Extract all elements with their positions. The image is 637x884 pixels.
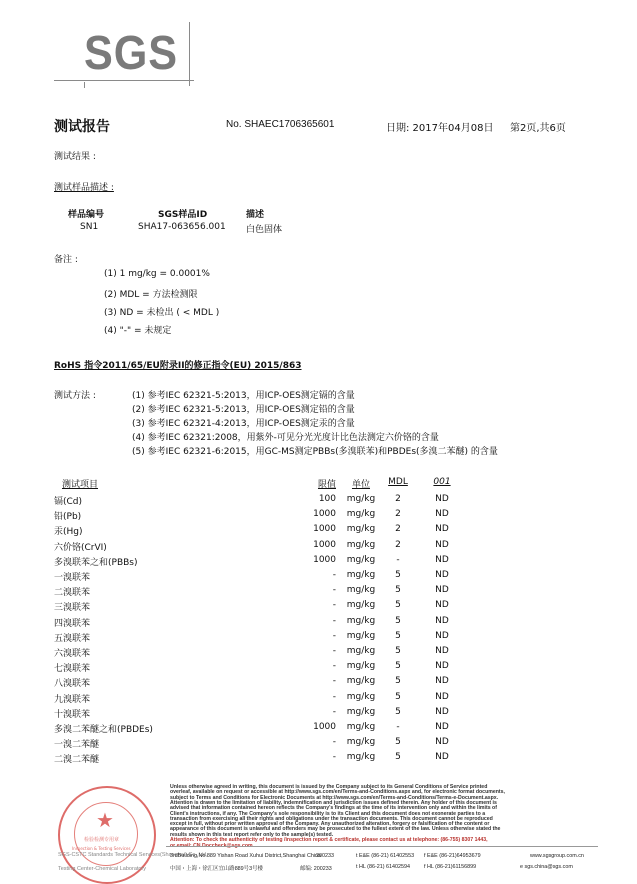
row-unit: mg/kg: [346, 524, 376, 535]
row-mdl: 5: [395, 661, 401, 672]
row-result: ND: [435, 539, 449, 550]
logo-text: SGS: [84, 27, 178, 80]
row-unit: mg/kg: [346, 509, 376, 520]
page-number: 第2页,共6页: [510, 123, 566, 134]
row-mdl: 5: [395, 615, 401, 626]
row-item: 铅(Pb): [54, 512, 82, 523]
note-item: (4) "-" = 未规定: [104, 326, 172, 336]
method-item: (4) 参考IEC 62321:2008，用紫外-可见分光光度计比色法测定六价铬的含量: [132, 433, 439, 443]
row-unit: mg/kg: [346, 585, 376, 596]
disclaimer-line: subject to Terms and Conditions for Electronic Documents at http://www.sgs.com/en/Terms-and-Conditions/Terms-e-Document.aspx.: [170, 794, 499, 801]
sgs-logo: [54, 20, 194, 88]
row-limit: -: [332, 661, 336, 672]
col-header-mdl: MDL: [388, 477, 408, 487]
row-mdl: -: [396, 722, 400, 732]
page-title: 测试报告: [54, 119, 110, 135]
row-item: 六价铬(CrVI): [54, 542, 107, 553]
row-unit: mg/kg: [346, 646, 376, 656]
sample-no: SN1: [80, 222, 99, 232]
method-item: (2) 参考IEC 62321-5:2013，用ICP-OES测定铅的含量: [132, 405, 355, 415]
row-mdl: 2: [395, 494, 401, 504]
row-item: 汞(Hg): [54, 527, 83, 538]
row-unit: mg/kg: [346, 691, 376, 702]
row-result: ND: [435, 691, 449, 702]
row-limit: -: [332, 585, 336, 596]
row-item: 二溴二苯醚: [54, 755, 100, 766]
row-item: 七溴联苯: [54, 664, 91, 675]
footer-attention: Attention: To check the authenticity of testing /inspection report & certificate, please contact us at telephone: (86-755) 8307 1443,: [170, 837, 488, 843]
row-mdl: 2: [395, 539, 401, 550]
row-result: ND: [435, 570, 449, 580]
logo-line: [54, 80, 194, 81]
disclaimer-line: advised that information contained hereon reflects the Company's findings at the time of its intervention only and within the limits of: [170, 805, 497, 812]
col-header-item: 测试项目: [62, 480, 99, 490]
row-result: ND: [435, 509, 449, 520]
row-limit: 1000: [313, 554, 336, 565]
row-result: ND: [435, 676, 449, 687]
row-item: 四溴联苯: [54, 618, 91, 629]
row-limit: -: [332, 676, 336, 687]
row-result: ND: [435, 706, 449, 717]
row-item: 一溴二苯醚: [54, 740, 100, 751]
row-unit: mg/kg: [346, 752, 376, 763]
sample-header-desc: 描述: [246, 210, 265, 220]
row-result: ND: [435, 661, 449, 672]
disclaimer-line: appearance of this document is unlawful and offenders may be prosecuted to the fullest extent of the law. Unless otherwise stated the: [170, 826, 501, 833]
row-mdl: 5: [395, 646, 401, 656]
row-item: 十溴联苯: [54, 709, 91, 720]
sample-header-id: SGS样品ID: [158, 210, 208, 220]
test-result-label: 测试结果 :: [54, 152, 96, 162]
row-result: ND: [435, 615, 449, 626]
method-item: (1) 参考IEC 62321-5:2013，用ICP-OES测定镉的含量: [132, 391, 355, 401]
row-item: 二溴联苯: [54, 588, 91, 599]
row-item: 镉(Cd): [54, 497, 83, 507]
row-mdl: 2: [395, 509, 401, 520]
row-limit: -: [332, 752, 336, 763]
directive-title: RoHS 指令2011/65/EU附录II的修正指令(EU) 2015/863: [54, 361, 302, 371]
row-limit: 1000: [313, 539, 336, 550]
row-result: ND: [435, 737, 449, 748]
note-item: (3) ND = 未检出 ( < MDL ): [104, 308, 220, 318]
row-mdl: 5: [395, 600, 401, 611]
row-mdl: 5: [395, 706, 401, 717]
row-item: 六溴联苯: [54, 649, 91, 659]
row-result: ND: [435, 554, 449, 565]
col-header-limit: 限值: [317, 480, 336, 490]
row-unit: mg/kg: [346, 676, 376, 687]
row-unit: mg/kg: [346, 494, 376, 504]
footer-divider: [166, 846, 598, 847]
row-limit: -: [332, 691, 336, 702]
side-text: Testing Center-Chemical Laboratory: [58, 866, 147, 872]
sample-desc: 白色固体: [246, 225, 283, 235]
row-unit: mg/kg: [346, 737, 376, 748]
row-mdl: 5: [395, 691, 401, 702]
row-limit: -: [332, 570, 336, 580]
sample-header-no: 样品编号: [68, 210, 105, 220]
row-limit: -: [332, 600, 336, 611]
row-result: ND: [435, 722, 449, 732]
row-item: 九溴联苯: [54, 694, 91, 705]
row-result: ND: [435, 752, 449, 763]
row-item: 三溴联苯: [54, 603, 91, 614]
row-limit: 1000: [313, 524, 336, 535]
stamp-text-en: Inspection & Testing Services: [72, 846, 131, 851]
row-unit: mg/kg: [346, 630, 376, 641]
notes-label: 备注 :: [54, 255, 78, 265]
disclaimer-line: overleaf, available on request or accessible at http://www.sgs.com/en/Terms-and-Conditions.aspx and, for electronic format documents,: [170, 789, 505, 796]
row-mdl: -: [396, 554, 400, 565]
side-text: SGS-CSTC Standards Technical Services(Shanghai) Co.,Ltd.: [58, 852, 208, 858]
row-limit: 100: [318, 494, 336, 504]
row-limit: -: [332, 706, 336, 717]
row-unit: mg/kg: [346, 722, 376, 732]
disclaimer-line: transaction from exercising all their rights and obligations under the transaction documents. This document cannot be reproduced: [170, 815, 493, 822]
col-header-unit: 单位: [351, 480, 370, 490]
logo-line: [84, 82, 85, 88]
address-en: 3rdBuilding,No.889 Yishan Road Xuhui District,Shanghai China: [170, 853, 322, 859]
disclaimer-line: results shown in this test report refer only to the sample(s) tested.: [170, 831, 334, 838]
tel-en: t E&E (86-21) 61402553: [356, 853, 415, 859]
row-result: ND: [435, 630, 449, 641]
row-result: ND: [435, 600, 449, 611]
row-mdl: 5: [395, 570, 401, 580]
disclaimer-line: except in full, without prior written approval of the Company. Any unauthorized alteration, forgery or falsification of the content or: [170, 821, 490, 828]
fax-cn: f HL (86-21)61156899: [424, 864, 477, 870]
note-item: (2) MDL = 方法检测限: [104, 290, 198, 300]
row-mdl: 5: [395, 752, 401, 763]
address-cn: 中国・上海・徐汇区宜山路889号3号楼: [170, 866, 263, 872]
logo-line: [189, 22, 190, 86]
row-item: 五溴联苯: [54, 633, 91, 644]
row-item: 多溴联苯之和(PBBs): [54, 557, 138, 568]
row-result: ND: [435, 646, 449, 656]
method-item: (3) 参考IEC 62321-4:2013，用ICP-OES测定汞的含量: [132, 419, 355, 429]
stamp-text: 检验检测专用章: [84, 837, 120, 843]
star-icon: ★: [96, 808, 114, 832]
postcode-cn: 邮编: 200233: [300, 866, 332, 872]
row-result: ND: [435, 524, 449, 535]
row-unit: mg/kg: [346, 554, 376, 565]
row-result: ND: [435, 494, 449, 504]
row-limit: 1000: [313, 722, 336, 732]
row-mdl: 2: [395, 524, 401, 535]
row-limit: 1000: [313, 509, 336, 520]
disclaimer-line: Attention is drawn to the limitation of liability, indemnification and jurisdiction issues defined therein. Any holder of this document is: [170, 799, 497, 806]
footer-email-addr: e sgs.china@sgs.com: [520, 864, 573, 870]
row-result: ND: [435, 585, 449, 596]
fax-en: f E&E (86-21)64953679: [424, 853, 481, 859]
disclaimer-line: Client's instructions, if any. The Company's sole responsibility is to its Client and this document does not exonerate parties to a: [170, 810, 486, 817]
row-item: 多溴二苯醚之和(PBDEs): [54, 725, 153, 735]
sample-desc-label: 测试样品描述 :: [54, 183, 114, 193]
row-unit: mg/kg: [346, 615, 376, 626]
report-number: No. SHAEC1706365601: [226, 119, 335, 130]
row-unit: mg/kg: [346, 539, 376, 550]
methods-label: 测试方法 :: [54, 391, 96, 401]
row-limit: -: [332, 646, 336, 656]
row-limit: -: [332, 630, 336, 641]
row-limit: -: [332, 615, 336, 626]
row-mdl: 5: [395, 630, 401, 641]
website: www.sgsgroup.com.cn: [530, 853, 584, 859]
row-unit: mg/kg: [346, 706, 376, 717]
tel-cn: t HL (86-21) 61402594: [356, 864, 411, 870]
disclaimer-line: Unless otherwise agreed in writing, this document is issued by the Company subject to its General Conditions of Service printed: [170, 784, 488, 790]
row-unit: mg/kg: [346, 661, 376, 672]
row-item: 一溴联苯: [54, 573, 91, 583]
row-mdl: 5: [395, 737, 401, 748]
row-mdl: 5: [395, 676, 401, 687]
method-item: (5) 参考IEC 62321-6:2015，用GC-MS测定PBBs(多溴联苯)和PBDEs(多溴二苯醚) 的含量: [132, 447, 498, 457]
note-item: (1) 1 mg/kg = 0.0001%: [104, 269, 210, 279]
row-unit: mg/kg: [346, 570, 376, 580]
row-unit: mg/kg: [346, 600, 376, 611]
row-item: 八溴联苯: [54, 679, 91, 690]
sample-id: SHA17-063656.001: [138, 222, 226, 232]
row-limit: -: [332, 737, 336, 748]
col-header-result: 001: [433, 477, 451, 487]
report-date: 日期: 2017年04月08日: [386, 123, 494, 134]
row-mdl: 5: [395, 585, 401, 596]
postcode-en: 200233: [316, 853, 334, 859]
